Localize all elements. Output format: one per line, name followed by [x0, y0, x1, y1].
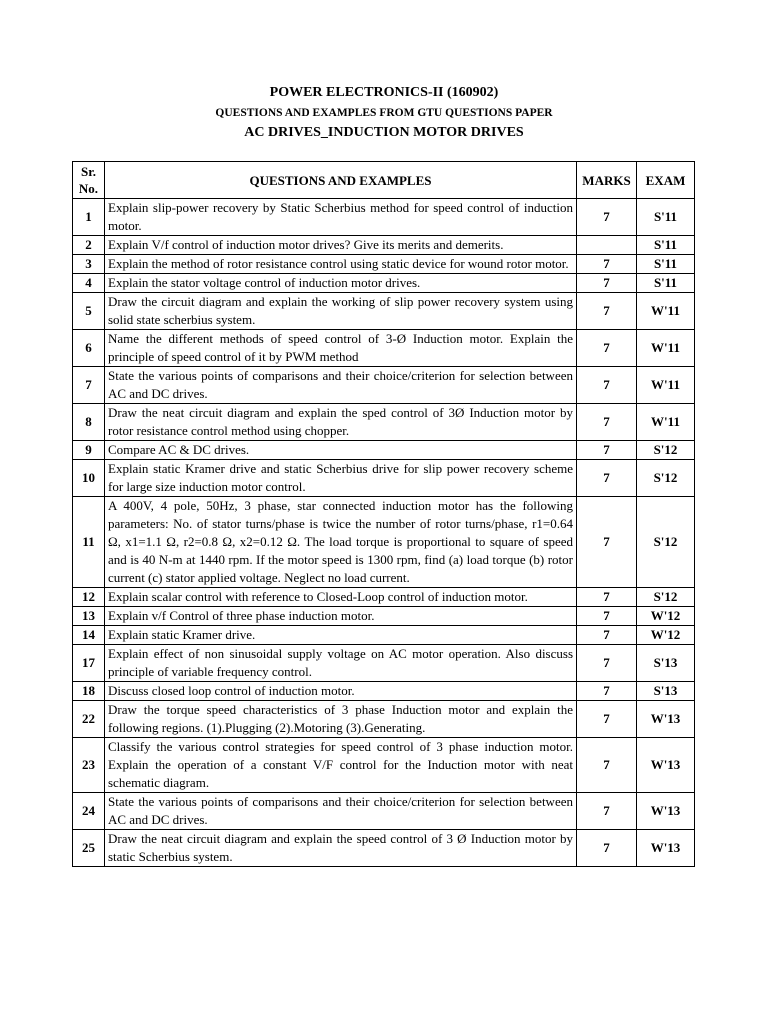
table-row — [73, 738, 695, 793]
row-sr-no: 4 — [73, 274, 105, 293]
row-sr-no: 6 — [73, 330, 105, 367]
row-sr-no: 24 — [73, 793, 105, 830]
row-exam: W'13 — [637, 738, 695, 793]
row-question: Explain the stator voltage control of induction motor drives. — [105, 274, 577, 293]
table-row — [73, 367, 695, 404]
row-sr-no: 23 — [73, 738, 105, 793]
row-sr-no: 14 — [73, 626, 105, 645]
table-row — [73, 330, 695, 367]
table-row — [73, 626, 695, 645]
row-sr-no: 10 — [73, 460, 105, 497]
document-topic: AC DRIVES_INDUCTION MOTOR DRIVES — [244, 125, 524, 140]
row-question: Explain static Kramer drive. — [105, 626, 577, 645]
row-exam: S'11 — [637, 255, 695, 274]
row-exam: S'11 — [637, 274, 695, 293]
questions-table — [72, 161, 695, 867]
table-row — [73, 607, 695, 626]
row-sr-no: 11 — [73, 497, 105, 588]
table-row — [73, 793, 695, 830]
row-question: A 400V, 4 pole, 50Hz, 3 phase, star connected induction motor has the following parameters: No. of stator turns/phase is twice the number of rotor turns/phase, r1=0.64 Ω, x1=1.1 Ω, r2=0.8 Ω, x2=0.12 Ω. The load torque is proportional to square of speed and is 40 N-m at 1440 rpm. If the motor speed is 1300 rpm, find (a) load torque (b) rotor current (c) stator applied voltage. Neglect no load current. — [105, 497, 577, 588]
row-exam: S'11 — [637, 199, 695, 236]
row-exam: S'12 — [637, 588, 695, 607]
header-marks: MARKS — [577, 162, 637, 199]
table-row — [73, 293, 695, 330]
row-question: Explain v/f Control of three phase induction motor. — [105, 607, 577, 626]
row-marks: 7 — [577, 793, 637, 830]
row-exam: W'12 — [637, 607, 695, 626]
document-header — [0, 84, 768, 142]
row-marks: 7 — [577, 682, 637, 701]
row-question: Explain static Kramer drive and static Scherbius drive for slip power recovery scheme for large size induction motor control. — [105, 460, 577, 497]
header-sr-line1: Sr. — [80, 164, 97, 179]
table-row — [73, 255, 695, 274]
row-sr-no: 7 — [73, 367, 105, 404]
document-title: POWER ELECTRONICS-II (160902) — [269, 85, 499, 100]
document-subtitle: QUESTIONS AND EXAMPLES FROM GTU QUESTIONS PAPER — [215, 107, 553, 119]
row-exam: S'11 — [637, 236, 695, 255]
row-question: Draw the neat circuit diagram and explain the speed control of 3 Ø Induction motor by static Scherbius system. — [105, 830, 577, 867]
row-sr-no: 9 — [73, 441, 105, 460]
row-marks: 7 — [577, 645, 637, 682]
row-question: State the various points of comparisons and their choice/criterion for selection between AC and DC drives. — [105, 793, 577, 830]
row-marks: 7 — [577, 330, 637, 367]
row-marks: 7 — [577, 367, 637, 404]
table-row — [73, 236, 695, 255]
row-exam: W'11 — [637, 404, 695, 441]
row-exam: W'13 — [637, 701, 695, 738]
row-question: Explain scalar control with reference to Closed-Loop control of induction motor. — [105, 588, 577, 607]
questions-body — [73, 199, 695, 867]
row-sr-no: 3 — [73, 255, 105, 274]
row-exam: W'13 — [637, 830, 695, 867]
row-exam: S'13 — [637, 645, 695, 682]
table-row — [73, 497, 695, 588]
table-row — [73, 460, 695, 497]
row-exam: S'12 — [637, 460, 695, 497]
row-marks: 7 — [577, 626, 637, 645]
row-sr-no: 25 — [73, 830, 105, 867]
row-marks: 7 — [577, 460, 637, 497]
header-questions: QUESTIONS AND EXAMPLES — [105, 162, 577, 199]
table-row — [73, 701, 695, 738]
table-row — [73, 274, 695, 293]
row-question: Name the different methods of speed control of 3-Ø Induction motor. Explain the principle of speed control of it by PWM method — [105, 330, 577, 367]
row-question: State the various points of comparisons and their choice/criterion for selection between AC and DC drives. — [105, 367, 577, 404]
row-question: Explain slip-power recovery by Static Scherbius method for speed control of induction motor. — [105, 199, 577, 236]
row-marks: 7 — [577, 607, 637, 626]
row-marks: 7 — [577, 441, 637, 460]
row-question: Explain the method of rotor resistance control using static device for wound rotor motor. — [105, 255, 577, 274]
row-marks: 7 — [577, 274, 637, 293]
row-sr-no: 2 — [73, 236, 105, 255]
row-marks — [577, 236, 637, 255]
table-row — [73, 588, 695, 607]
row-question: Explain V/f control of induction motor drives? Give its merits and demerits. — [105, 236, 577, 255]
row-marks: 7 — [577, 588, 637, 607]
row-sr-no: 1 — [73, 199, 105, 236]
table-row — [73, 199, 695, 236]
row-sr-no: 5 — [73, 293, 105, 330]
row-exam: S'12 — [637, 497, 695, 588]
row-question: Draw the circuit diagram and explain the working of slip power recovery system using solid state scherbius system. — [105, 293, 577, 330]
row-question: Compare AC & DC drives. — [105, 441, 577, 460]
row-sr-no: 17 — [73, 645, 105, 682]
row-exam: W'11 — [637, 330, 695, 367]
row-question: Draw the neat circuit diagram and explain the sped control of 3Ø Induction motor by rotor resistance control method using chopper. — [105, 404, 577, 441]
row-marks: 7 — [577, 404, 637, 441]
row-sr-no: 12 — [73, 588, 105, 607]
row-marks: 7 — [577, 738, 637, 793]
row-question: Classify the various control strategies for speed control of 3 phase induction motor. Explain the operation of a constant V/F control for the Induction motor with neat schematic diagram. — [105, 738, 577, 793]
table-row — [73, 441, 695, 460]
row-sr-no: 22 — [73, 701, 105, 738]
row-question: Discuss closed loop control of induction motor. — [105, 682, 577, 701]
row-question: Draw the torque speed characteristics of 3 phase Induction motor and explain the following regions. (1).Plugging (2).Motoring (3).Generating. — [105, 701, 577, 738]
header-sr-no — [73, 162, 105, 199]
table-row — [73, 404, 695, 441]
row-sr-no: 8 — [73, 404, 105, 441]
header-sr-line2: No. — [78, 181, 99, 196]
row-sr-no: 18 — [73, 682, 105, 701]
row-exam: W'11 — [637, 293, 695, 330]
row-question: Explain effect of non sinusoidal supply voltage on AC motor operation. Also discuss principle of variable frequency control. — [105, 645, 577, 682]
row-marks: 7 — [577, 497, 637, 588]
row-marks: 7 — [577, 199, 637, 236]
row-marks: 7 — [577, 830, 637, 867]
header-exam: EXAM — [637, 162, 695, 199]
table-row — [73, 645, 695, 682]
row-exam: W'11 — [637, 367, 695, 404]
row-exam: W'13 — [637, 793, 695, 830]
row-sr-no: 13 — [73, 607, 105, 626]
table-row — [73, 682, 695, 701]
table-header-row — [73, 162, 695, 199]
row-marks: 7 — [577, 255, 637, 274]
table-row — [73, 830, 695, 867]
row-exam: S'13 — [637, 682, 695, 701]
row-marks: 7 — [577, 293, 637, 330]
row-exam: W'12 — [637, 626, 695, 645]
row-exam: S'12 — [637, 441, 695, 460]
row-marks: 7 — [577, 701, 637, 738]
